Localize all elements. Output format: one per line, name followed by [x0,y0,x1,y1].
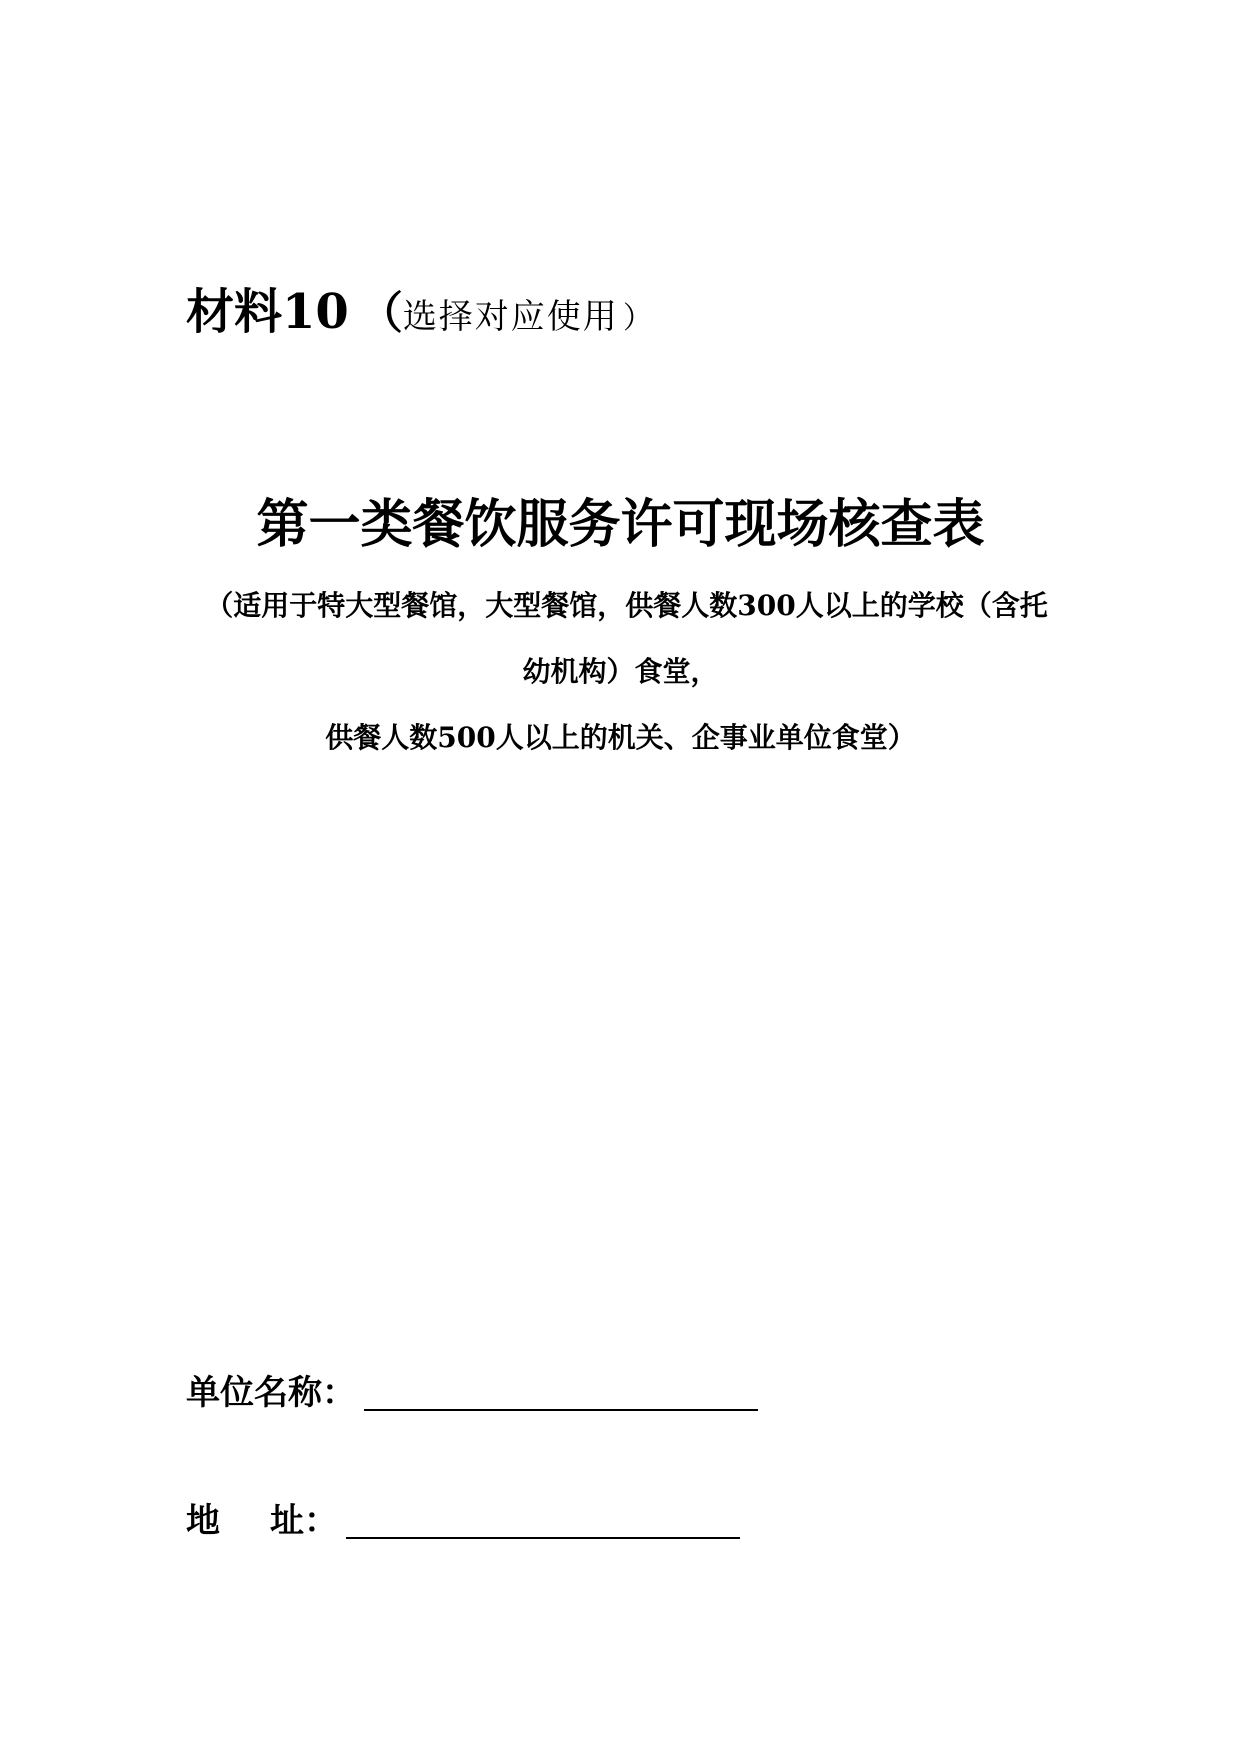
address-label-char2: 址： [270,1501,338,1541]
subtitle-line-1: （适用于特大型餐馆，大型餐馆，供餐人数300人以上的学校（含托 [205,589,1048,622]
unit-name-row [186,1368,758,1418]
address-field[interactable] [346,1537,740,1539]
subtitle-line-3: 供餐人数500人以上的机关、企事业单位食堂） [325,721,916,754]
subtitle-line-2: 幼机构）食堂， [522,655,719,688]
material-label [186,282,653,342]
unit-name-field[interactable] [364,1409,758,1411]
address-label-char1: 地 [186,1501,220,1541]
unit-name-label: 单位名称： [186,1373,356,1413]
address-row [186,1496,740,1546]
address-label [186,1496,338,1546]
page-title: 第一类餐饮服务许可现场核查表 [256,494,985,555]
material-note: 选择对应使用 [402,297,619,337]
material-paren-close: ） [622,301,653,336]
material-paren-open: （ [358,288,403,339]
material-number: 材料10 [186,284,349,340]
